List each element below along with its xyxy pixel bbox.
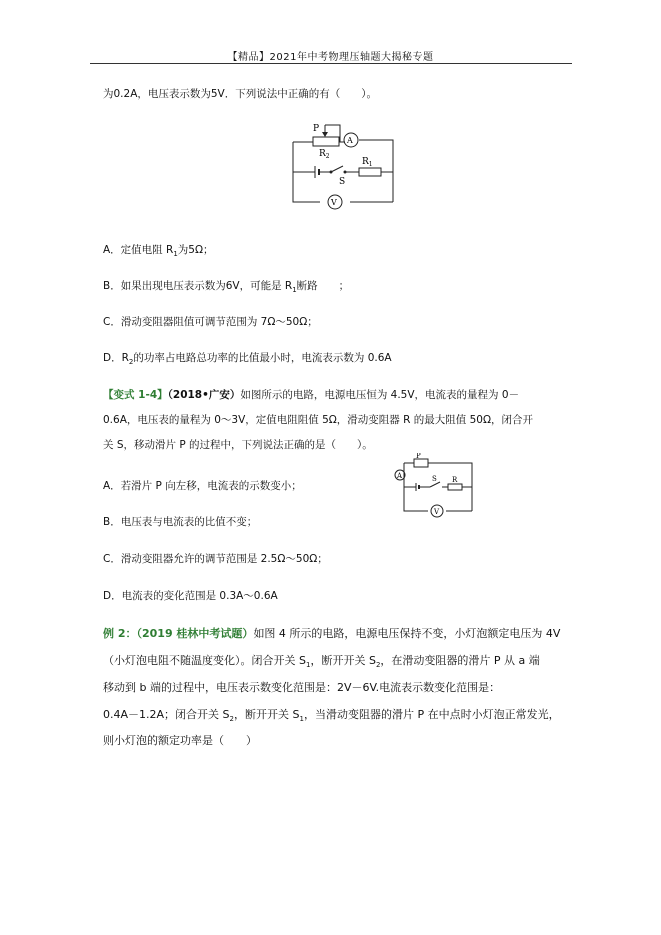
resistor-r1: [359, 168, 381, 176]
question-text: 例 2：（2019 桂林中考试题）如图 4 所示的电路，电源电压保持不变，小灯泡额定电压为 4V: [103, 627, 561, 640]
label-s: S: [339, 177, 346, 187]
circuit-diagram-2: [388, 453, 478, 519]
label-a: A: [397, 472, 403, 480]
example-source: （2019 桂林中考试题）: [136, 627, 254, 640]
option-b: B．电压表与电流表的比值不变；: [103, 516, 258, 528]
question-text: 关 S，移动滑片 P 的过程中，下列说法正确的是（ ）。: [103, 439, 373, 451]
label-v: V: [331, 198, 337, 207]
label-r2: $R_2$: [319, 149, 330, 160]
option-b: B．如果出现电压表示数为6V，可能是 $R_1$断路 ；: [103, 280, 350, 295]
header-divider: [90, 63, 572, 64]
variant-tag: 【变式 1-4】: [103, 389, 168, 401]
label-r: R: [452, 476, 458, 484]
question-text: 0.4A－1.2A；闭合开关 $S_2$，断开开关 $S_1$，当滑动变阻器的滑片 P 在中点时小灯泡正常发光，: [103, 708, 560, 724]
question-text: 移动到 b 端的过程中，电压表示数变化范围是：2V－6V.电流表示数变化范围是：: [103, 681, 501, 694]
label-p: P: [416, 453, 421, 460]
label-s: S: [432, 475, 437, 483]
question-text: （小灯泡电阻不随温度变化）。闭合开关 $S_1$，断开开关 $S_2$，在滑动变阻器的滑片 P 从 a 端: [103, 654, 540, 670]
option-c: C．滑动变阻器阻值可调节范围为 7Ω～50Ω；: [103, 316, 318, 328]
label-v: V: [434, 508, 440, 516]
question-text: 为0.2A，电压表示数为5V．下列说法中正确的有（ ）。: [103, 88, 377, 100]
label-p: P: [313, 124, 320, 134]
resistor: [448, 484, 462, 490]
question-text: 则小灯泡的额定功率是（ ）: [103, 734, 257, 747]
option-d: D．$R_2$的功率占电路总功率的比值最小时，电流表示数为 0.6A: [103, 352, 392, 367]
question-text: 0.6A，电压表的量程为 0～3V，定值电阻阻值 5Ω，滑动变阻器 R 的最大阻值 50Ω，闭合开: [103, 414, 533, 426]
page-header: 【精品】2021年中考物理压轴题大揭秘专题: [227, 52, 434, 63]
question-text: 【变式 1-4】（2018•广安）如图所示的电路，电源电压恒为 4.5V，电流表的量程为 0－: [103, 389, 520, 401]
option-c: C．滑动变阻器允许的调节范围是 2.5Ω～50Ω；: [103, 553, 328, 565]
circuit-diagram-1: [285, 120, 405, 215]
resistor-r2: [313, 137, 339, 146]
option-a: A．若滑片 P 向左移，电流表的示数变小；: [103, 480, 302, 492]
option-a: A．定值电阻 $R_1$为5Ω；: [103, 244, 214, 259]
option-d: D．电流表的变化范围是 0.3A～0.6A: [103, 590, 278, 602]
example-label: 例 2：: [103, 627, 137, 640]
label-r1: $R_1$: [362, 157, 373, 168]
label-a: A: [347, 136, 353, 145]
rheostat: [414, 459, 428, 467]
